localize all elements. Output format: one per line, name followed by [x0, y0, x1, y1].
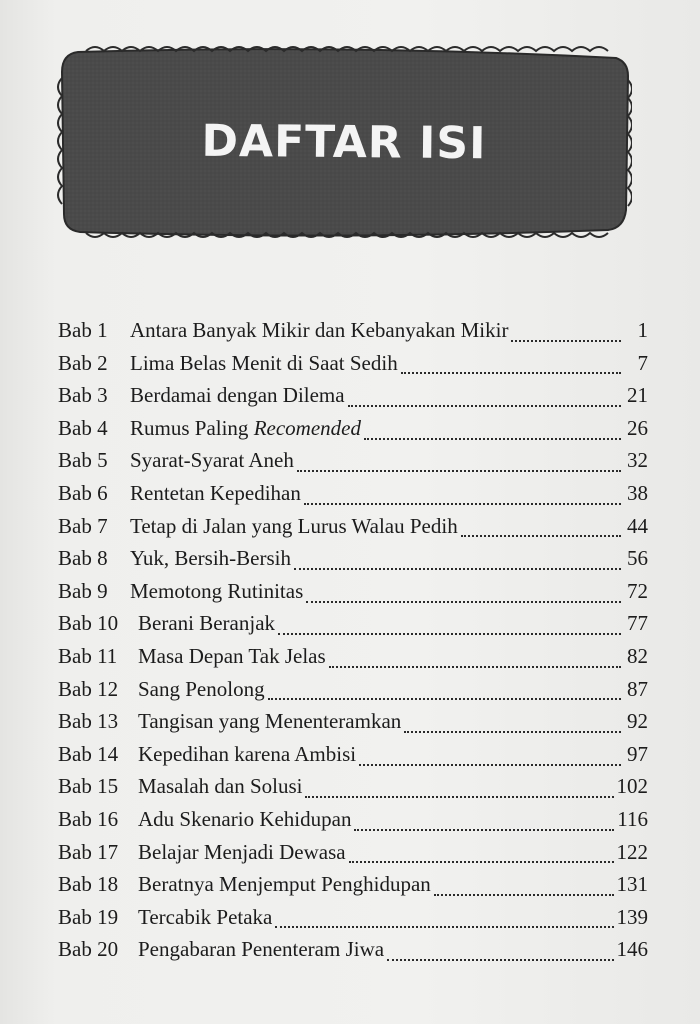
toc-chapter-title: [130, 318, 508, 343]
toc-chapter-title-text: Berdamai dengan Dilema: [130, 383, 345, 408]
toc-chapter-title: [130, 416, 361, 441]
toc-chapter-title: [130, 481, 301, 506]
toc-row: [58, 546, 648, 579]
toc-chapter-title-text: Kepedihan karena Ambisi: [138, 741, 357, 766]
toc-chapter-number: Bab 6: [58, 480, 108, 505]
toc-dot-leader: [404, 730, 621, 733]
toc-chapter-title-text: Yuk, Bersih-Bersih: [130, 546, 291, 571]
toc-page-number: 82: [627, 643, 648, 668]
toc-row: [58, 481, 648, 514]
toc-page-number: 87: [627, 676, 648, 701]
toc-chapter-title: [138, 807, 351, 832]
toc-chapter-title-italic: Recomended: [253, 415, 361, 440]
toc-chapter-number: Bab 16: [58, 806, 119, 831]
toc-chapter-number: Bab 14: [58, 741, 119, 766]
toc-page-number: 1: [637, 318, 648, 342]
toc-chapter-title: [138, 840, 346, 865]
toc-row: [58, 807, 648, 840]
toc-chapter-number: Bab 13: [58, 709, 119, 734]
toc-dot-leader: [306, 600, 621, 603]
toc-row: [58, 318, 648, 351]
toc-dot-leader: [348, 404, 621, 407]
toc-chapter-title: [138, 709, 401, 734]
toc-page-number: 146: [616, 937, 648, 962]
toc-page-number: 102: [616, 774, 648, 799]
toc-chapter-number: Bab 2: [58, 350, 108, 375]
toc-chapter-title-text: Rumus Paling: [130, 415, 254, 440]
toc-chapter-title: [130, 351, 398, 376]
toc-page-number: 92: [627, 709, 648, 734]
toc-page-number: 56: [627, 546, 648, 571]
toc-chapter-number: Bab 5: [58, 448, 108, 473]
toc-chapter-number: Bab 20: [58, 937, 119, 962]
toc-chapter-number: Bab 8: [58, 546, 108, 571]
toc-row: [58, 579, 648, 612]
toc-chapter-number: Bab 4: [58, 415, 108, 440]
toc-dot-leader: [461, 534, 621, 537]
toc-chapter-number: Bab 18: [58, 872, 119, 897]
table-of-contents: [58, 318, 648, 970]
toc-chapter-title: [138, 937, 384, 962]
toc-chapter-number: Bab 1: [58, 318, 108, 342]
toc-row: [58, 416, 648, 449]
toc-dot-leader: [434, 893, 614, 896]
toc-dot-leader: [511, 339, 621, 342]
toc-chapter-title-text: Berani Beranjak: [138, 611, 276, 636]
toc-page-number: 72: [627, 578, 648, 603]
toc-row: [58, 448, 648, 481]
toc-chapter-number: Bab 19: [58, 904, 119, 929]
toc-chapter-title-text: Tercabik Petaka: [138, 904, 273, 929]
toc-dot-leader: [401, 371, 621, 374]
toc-row: [58, 937, 648, 970]
toc-page-number: 32: [627, 448, 648, 473]
toc-row: [58, 709, 648, 742]
toc-row: [58, 905, 648, 938]
toc-chapter-title-text: Masalah dan Solusi: [138, 774, 303, 799]
toc-page-number: 26: [627, 415, 648, 440]
toc-dot-leader: [297, 469, 621, 472]
toc-chapter-title-text: Tetap di Jalan yang Lurus Walau Pedih: [130, 513, 458, 538]
toc-chapter-title-text: Pengabaran Penenteram Jiwa: [138, 937, 385, 962]
toc-page-number: 116: [617, 806, 648, 831]
toc-chapter-title: [130, 579, 303, 604]
toc-row: [58, 677, 648, 710]
toc-chapter-title: [138, 774, 302, 799]
toc-chapter-title-text: Adu Skenario Kehidupan: [138, 806, 352, 831]
toc-row: [58, 611, 648, 644]
toc-chapter-number: Bab 11: [58, 643, 118, 668]
toc-chapter-number: Bab 10: [58, 611, 119, 636]
toc-dot-leader: [387, 958, 613, 961]
toc-chapter-title: [138, 644, 326, 669]
toc-chapter-title: [130, 546, 291, 571]
toc-chapter-title-text: Tangisan yang Menenteramkan: [138, 709, 402, 734]
toc-row: [58, 774, 648, 807]
toc-chapter-title: [138, 611, 275, 636]
toc-row: [58, 383, 648, 416]
toc-row: [58, 514, 648, 547]
toc-page-number: 44: [627, 513, 648, 538]
toc-row: [58, 872, 648, 905]
toc-row: [58, 644, 648, 677]
toc-chapter-title: [138, 872, 431, 897]
toc-dot-leader: [354, 828, 614, 831]
toc-chapter-title-text: Masa Depan Tak Jelas: [138, 643, 326, 668]
toc-row: [58, 351, 648, 384]
toc-row: [58, 840, 648, 873]
toc-dot-leader: [329, 665, 621, 668]
toc-chapter-title-text: Beratnya Menjemput Penghidupan: [138, 872, 431, 897]
toc-chapter-title: [130, 383, 345, 408]
toc-page-number: 7: [637, 350, 648, 375]
toc-chapter-number: Bab 17: [58, 839, 119, 864]
toc-dot-leader: [278, 632, 621, 635]
toc-dot-leader: [349, 860, 614, 863]
toc-page-number: 139: [616, 904, 648, 929]
toc-dot-leader: [364, 437, 621, 440]
toc-page-number: 97: [627, 741, 648, 766]
toc-chapter-number: Bab 15: [58, 774, 119, 799]
toc-page-number: 21: [627, 383, 648, 408]
toc-chapter-title: [138, 742, 356, 767]
toc-page-number: 77: [627, 611, 648, 636]
toc-dot-leader: [305, 795, 613, 798]
toc-page-number: 38: [627, 480, 648, 505]
toc-chapter-title-text: Rentetan Kepedihan: [130, 480, 301, 505]
toc-chapter-title-text: Syarat-Syarat Aneh: [130, 448, 294, 473]
toc-dot-leader: [304, 502, 621, 505]
toc-dot-leader: [359, 763, 621, 766]
toc-chapter-title: [138, 905, 272, 930]
toc-page-number: 131: [616, 872, 648, 897]
toc-chapter-number: Bab 7: [58, 513, 108, 538]
toc-chapter-number: Bab 12: [58, 676, 119, 701]
toc-row: [58, 742, 648, 775]
toc-chapter-title-text: Sang Penolong: [138, 676, 265, 701]
toc-page-number: 122: [616, 839, 648, 864]
toc-dot-leader: [268, 697, 621, 700]
toc-dot-leader: [275, 925, 613, 928]
toc-chapter-title-text: Lima Belas Menit di Saat Sedih: [130, 350, 398, 375]
toc-chapter-title-text: Belajar Menjadi Dewasa: [138, 839, 346, 864]
toc-chapter-title-text: Memotong Rutinitas: [130, 578, 304, 603]
toc-chapter-number: Bab 9: [58, 578, 108, 603]
toc-chapter-title: [130, 514, 458, 539]
page-title: DAFTAR ISI: [201, 115, 487, 169]
toc-chapter-title-text: Antara Banyak Mikir dan Kebanyakan Mikir: [130, 318, 509, 342]
toc-chapter-title: [130, 448, 294, 473]
title-banner: [56, 42, 632, 242]
toc-dot-leader: [294, 567, 621, 570]
toc-chapter-number: Bab 3: [58, 383, 108, 408]
toc-chapter-title: [138, 677, 265, 702]
